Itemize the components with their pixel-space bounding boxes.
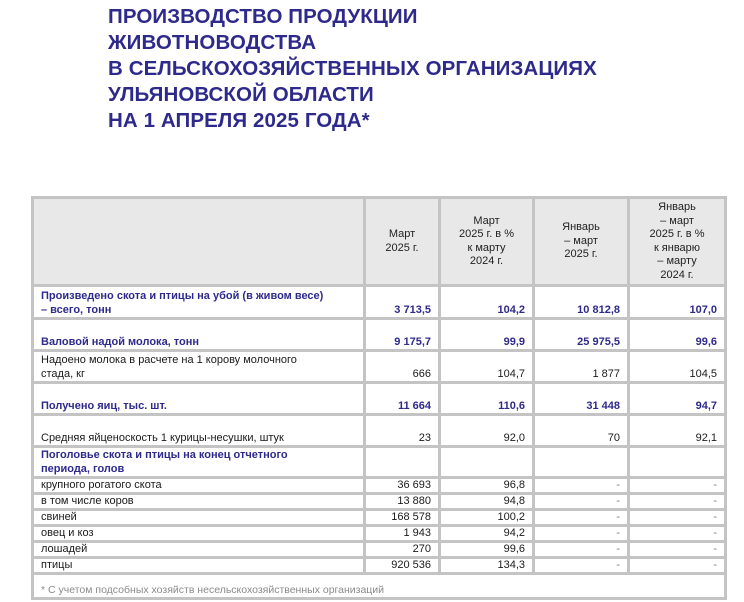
footnote-row <box>33 574 726 599</box>
table-row <box>33 319 726 351</box>
title-line: НА 1 АПРЕЛЯ 2025 ГОДА* <box>108 109 370 132</box>
row-value: 99,6 <box>629 319 726 351</box>
row-value: 104,2 <box>440 286 534 319</box>
row-value: 100,2 <box>440 510 534 526</box>
row-value: 36 693 <box>365 478 440 494</box>
row-label: птицы <box>33 558 365 574</box>
table-row <box>33 383 726 415</box>
row-value: 110,6 <box>440 383 534 415</box>
row-value: 94,2 <box>440 526 534 542</box>
row-value: 92,1 <box>629 415 726 447</box>
row-label: Произведено скота и птицы на убой (в живом весе) – всего, тонн <box>33 286 365 319</box>
row-value: - <box>534 526 629 542</box>
row-label: Средняя яйценоскость 1 курицы-несушки, штук <box>33 415 365 447</box>
table-row <box>33 415 726 447</box>
row-value <box>365 447 440 478</box>
row-value: - <box>629 558 726 574</box>
table-row <box>33 351 726 383</box>
row-value: 70 <box>534 415 629 447</box>
header-march-pct: Март 2025 г. в % к марту 2024 г. <box>440 198 534 286</box>
row-label: свиней <box>33 510 365 526</box>
row-label: крупного рогатого скота <box>33 478 365 494</box>
row-label: Надоено молока в расчете на 1 корову молочного стада, кг <box>33 351 365 383</box>
row-value: 96,8 <box>440 478 534 494</box>
title-line: ПРОИЗВОДСТВО ПРОДУКЦИИ <box>108 5 418 28</box>
page-title <box>108 4 597 134</box>
row-value: 11 664 <box>365 383 440 415</box>
row-value: 104,7 <box>440 351 534 383</box>
row-value: - <box>534 542 629 558</box>
row-value: 9 175,7 <box>365 319 440 351</box>
row-value: - <box>534 510 629 526</box>
row-value: - <box>534 478 629 494</box>
row-value: 99,9 <box>440 319 534 351</box>
title-line: В СЕЛЬСКОХОЗЯЙСТВЕННЫХ ОРГАНИЗАЦИЯХ <box>108 57 597 80</box>
row-value: 168 578 <box>365 510 440 526</box>
row-value <box>629 447 726 478</box>
row-value: 25 975,5 <box>534 319 629 351</box>
header-march-2025: Март 2025 г. <box>365 198 440 286</box>
livestock-production-table <box>31 196 727 600</box>
row-label: Получено яиц, тыс. шт. <box>33 383 365 415</box>
row-value: 920 536 <box>365 558 440 574</box>
row-value <box>440 447 534 478</box>
row-value: 94,7 <box>629 383 726 415</box>
row-value: 104,5 <box>629 351 726 383</box>
row-value: - <box>534 558 629 574</box>
table-row <box>33 447 726 478</box>
table-row <box>33 542 726 558</box>
table-row <box>33 558 726 574</box>
row-value: 270 <box>365 542 440 558</box>
row-value: 1 877 <box>534 351 629 383</box>
row-value: 92,0 <box>440 415 534 447</box>
table-header-row <box>33 198 726 286</box>
row-value: 94,8 <box>440 494 534 510</box>
title-line: ЖИВОТНОВОДСТВА <box>108 31 317 54</box>
row-value: - <box>534 494 629 510</box>
row-label: Поголовье скота и птицы на конец отчетного периода, голов <box>33 447 365 478</box>
row-value: 13 880 <box>365 494 440 510</box>
row-value: 10 812,8 <box>534 286 629 319</box>
row-value: 23 <box>365 415 440 447</box>
row-value: 31 448 <box>534 383 629 415</box>
title-line: УЛЬЯНОВСКОЙ ОБЛАСТИ <box>108 83 374 106</box>
table-row <box>33 494 726 510</box>
table-row <box>33 526 726 542</box>
row-value: - <box>629 494 726 510</box>
footnote: * С учетом подсобных хозяйств несельскохозяйственных организаций <box>33 574 726 599</box>
row-value: - <box>629 542 726 558</box>
row-label: овец и коз <box>33 526 365 542</box>
row-value <box>534 447 629 478</box>
table-row <box>33 478 726 494</box>
header-jan-mar-pct: Январь – март 2025 г. в % к январю – марту 2024 г. <box>629 198 726 286</box>
table-row <box>33 510 726 526</box>
row-value: 134,3 <box>440 558 534 574</box>
table-row <box>33 286 726 319</box>
row-value: 107,0 <box>629 286 726 319</box>
header-jan-mar-2025: Январь – март 2025 г. <box>534 198 629 286</box>
row-value: - <box>629 526 726 542</box>
row-label: лошадей <box>33 542 365 558</box>
row-value: - <box>629 478 726 494</box>
row-value: 99,6 <box>440 542 534 558</box>
row-value: - <box>629 510 726 526</box>
row-label: в том числе коров <box>33 494 365 510</box>
row-value: 1 943 <box>365 526 440 542</box>
row-value: 666 <box>365 351 440 383</box>
header-indicator <box>33 198 365 286</box>
row-label: Валовой надой молока, тонн <box>33 319 365 351</box>
row-value: 3 713,5 <box>365 286 440 319</box>
